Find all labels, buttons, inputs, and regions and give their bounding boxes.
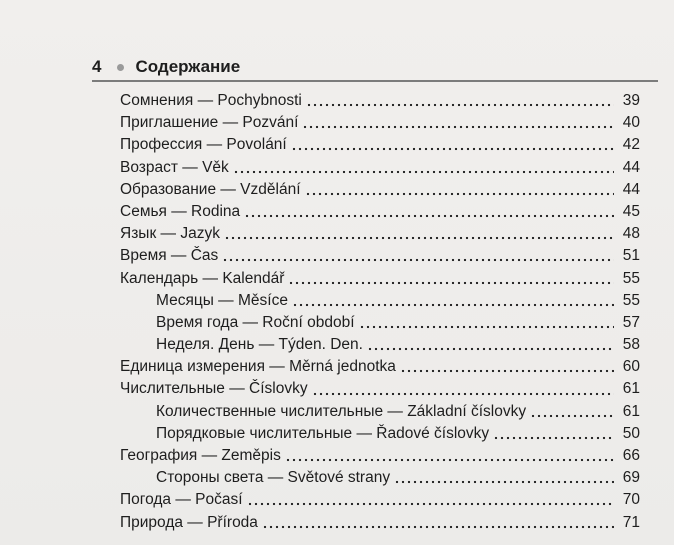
toc-entry — [120, 512, 640, 534]
toc-entry — [120, 134, 640, 156]
toc-entry-label: Числительные — Číslovky — [120, 380, 308, 398]
toc-entry — [120, 334, 640, 356]
table-of-contents — [120, 90, 640, 534]
dot-leader — [394, 480, 614, 484]
dot-leader — [312, 392, 614, 396]
toc-entry-label: География — Zeměpis — [120, 447, 281, 464]
toc-entry — [120, 489, 640, 511]
toc-entry-label: Образование — Vzdělání — [120, 180, 301, 198]
toc-entry-page: 66 — [622, 447, 640, 464]
toc-entry — [120, 268, 640, 290]
toc-entry-label: Сомнения — Pochybnosti — [120, 92, 302, 109]
toc-entry-label: Календарь — Kalendář — [120, 269, 285, 287]
toc-entry-page: 60 — [622, 358, 640, 376]
toc-entry — [120, 245, 640, 267]
dot-leader — [306, 103, 614, 107]
toc-entry — [120, 179, 640, 201]
dot-leader — [233, 170, 614, 174]
toc-entry-page: 44 — [622, 180, 640, 198]
dot-leader — [285, 458, 614, 462]
page-number: 4 — [92, 57, 102, 76]
toc-entry — [120, 467, 640, 489]
header-rule — [92, 80, 658, 82]
toc-entry — [120, 223, 640, 245]
toc-entry — [120, 312, 640, 334]
toc-entry — [120, 201, 640, 223]
toc-entry — [120, 290, 640, 312]
bullet-icon — [117, 64, 124, 71]
toc-entry — [120, 356, 640, 378]
toc-entry-page: 40 — [622, 114, 640, 132]
toc-entry-page: 51 — [622, 247, 640, 265]
toc-entry-page: 39 — [622, 92, 640, 109]
dot-leader — [222, 258, 614, 262]
toc-entry-label: Профессия — Povolání — [120, 136, 287, 154]
toc-entry-label: Количественные числительные — Základní číslovky — [156, 402, 527, 420]
toc-entry-label: Природа — Příroda — [120, 513, 258, 531]
dot-leader — [224, 236, 614, 240]
dot-leader — [359, 325, 614, 329]
toc-entry-label: Время года — Roční období — [156, 313, 355, 331]
dot-leader — [493, 436, 614, 440]
toc-entry — [120, 423, 640, 445]
toc-entry-page: 48 — [622, 225, 640, 243]
toc-entry-page: 50 — [622, 424, 640, 442]
toc-entry — [120, 112, 640, 134]
dot-leader — [244, 214, 614, 218]
dot-leader — [292, 303, 614, 307]
toc-entry — [120, 157, 640, 179]
toc-entry-page: 57 — [622, 313, 640, 331]
toc-entry-label: Порядковые числительные — Řadové číslovky — [156, 424, 490, 442]
page-header — [92, 56, 652, 78]
toc-entry-page: 45 — [622, 202, 640, 220]
toc-entry-label: Единица измерения — Měrná jednotka — [120, 358, 396, 376]
toc-entry-page: 71 — [622, 513, 640, 531]
dot-leader — [530, 414, 614, 418]
page-title: Содержание — [135, 57, 241, 76]
dot-leader — [302, 125, 614, 129]
toc-entry-label: Язык — Jazyk — [120, 225, 220, 243]
toc-entry-label: Семья — Rodina — [120, 202, 241, 220]
dot-leader — [305, 192, 614, 196]
toc-entry-page: 61 — [622, 380, 640, 398]
toc-entry-page: 42 — [622, 136, 640, 154]
toc-entry-page: 69 — [622, 469, 640, 487]
toc-entry — [120, 401, 640, 423]
dot-leader — [400, 369, 614, 373]
toc-entry-page: 44 — [622, 158, 640, 176]
dot-leader — [262, 525, 614, 529]
toc-entry — [120, 90, 640, 112]
toc-entry-label: Возраст — Věk — [120, 158, 229, 176]
toc-entry-label: Неделя. День — Týden. Den. — [156, 336, 363, 354]
toc-entry-page: 58 — [622, 336, 640, 354]
toc-entry-page: 61 — [622, 402, 640, 420]
toc-entry-page: 70 — [622, 491, 640, 509]
toc-entry-page: 55 — [622, 269, 640, 287]
toc-entry — [120, 378, 640, 400]
toc-entry-label: Погода — Počasí — [120, 491, 243, 509]
toc-entry-label: Месяцы — Měsíce — [156, 291, 288, 309]
toc-entry-page: 55 — [622, 291, 640, 309]
toc-entry-label: Время — Čas — [120, 247, 219, 265]
dot-leader — [288, 281, 614, 285]
toc-entry-label: Приглашение — Pozvání — [120, 114, 299, 132]
dot-leader — [291, 147, 614, 151]
toc-entry-label: Стороны света — Světové strany — [156, 469, 391, 487]
dot-leader — [247, 502, 614, 506]
dot-leader — [367, 347, 614, 351]
toc-entry — [120, 445, 640, 467]
